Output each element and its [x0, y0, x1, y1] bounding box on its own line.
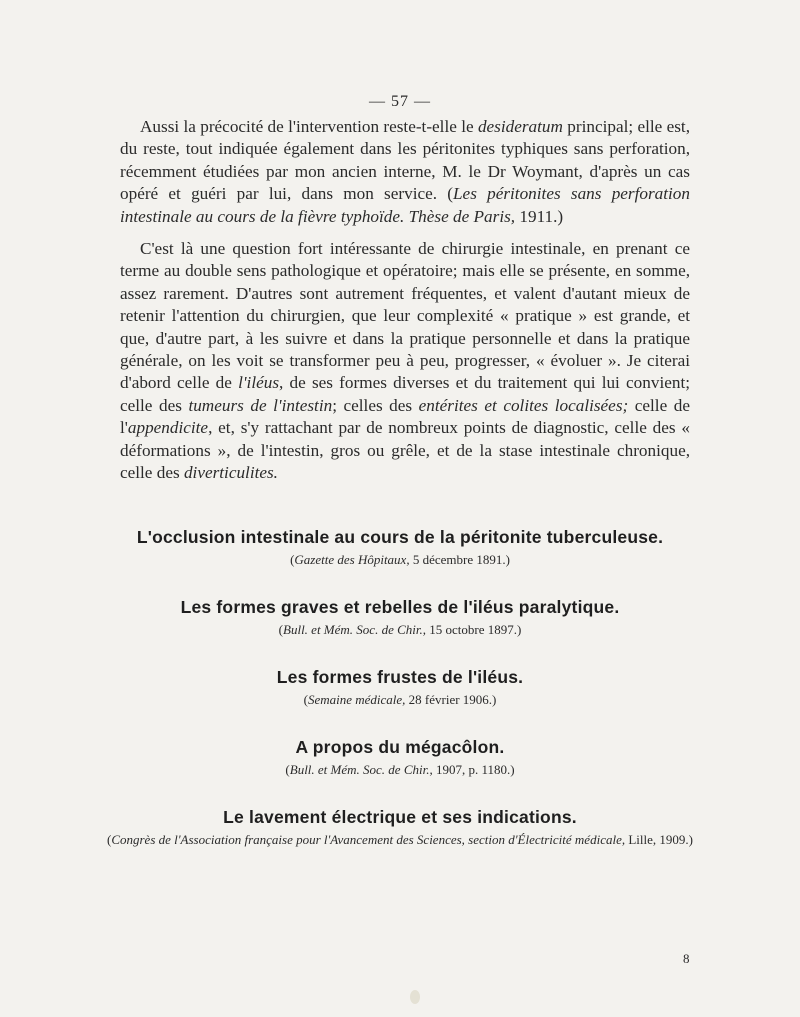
bibliography-entry [0, 667, 800, 708]
signature-mark: 8 [683, 951, 690, 966]
text-run: , de ses formes diverses et du traitement qui lui convient; celle des [120, 373, 691, 415]
text-run: Aussi la précocité de l'intervention reste-t-elle le [140, 117, 478, 136]
entry-source [0, 691, 800, 708]
bibliography-list [0, 527, 800, 848]
italic-run: Les péritonites sans perforation intestinale au cours de la fièvre typhoïde. Thèse de Paris, [120, 184, 690, 226]
text-run: Lille, 1909.) [625, 832, 693, 847]
paragraph-text [120, 238, 690, 484]
text-run: 28 février 1906.) [405, 692, 497, 707]
text-run: 15 octobre 1897.) [426, 622, 522, 637]
text-run: ( [278, 622, 284, 637]
italic-run: l'iléus [238, 373, 280, 393]
text-run: ( [285, 762, 290, 777]
text-run: 5 décembre 1891.) [409, 552, 510, 567]
text-run: celle de l' [120, 395, 690, 438]
entry-source [0, 621, 800, 638]
bibliography-entry [0, 807, 800, 848]
text-run: 1911.) [515, 206, 564, 226]
italic-run: entérites et colites localisées; [418, 395, 629, 415]
text-run: 1907, p. 1180.) [432, 762, 515, 777]
text-run: ; celles des [332, 395, 419, 415]
bibliography-entry [0, 737, 800, 778]
entry-source [80, 831, 720, 848]
entry-title: A propos du mégacôlon. [295, 737, 505, 757]
italic-run: appendicite [127, 418, 209, 438]
entry-title: L'occlusion intestinale au cours de la péritonite tuberculeuse. [136, 527, 664, 547]
italic-run: Bull. et Mém. Soc. de Chir., [289, 762, 433, 777]
text-run: principal; elle est, du reste, tout indiquée également dans les péritonites typhiques sans perforation, récemment étudiées par mon ancien interne, M. le Dr Woymant, d'après un cas opéré et guéri par lui, dans mon service. ( [120, 117, 690, 204]
text-run: C'est là une question fort intéressante de chirurgie intestinale, en prenant ce terme au double sens pathologique et opératoire; mais elle se présente, en somme, assez rarement. D'autres sont autrement fréquentes, et valent d'autant mieux de retenir l'attention du chirurgien, que leur complexité « pratique » est grande, et que, d'autre part, à les suivre et dans la pratique personnelle et dans la pratique générale, on les voit se transformer peu à peu, progresser, « évoluer ». Je citerai d'abord celle de [120, 239, 690, 393]
page-number: — 57 — [369, 93, 431, 110]
paragraph-text [120, 116, 690, 228]
paragraph-2 [120, 238, 690, 484]
italic-run: diverticulites. [183, 463, 278, 483]
italic-run: Gazette des Hôpitaux, [294, 552, 410, 567]
text-run: ( [290, 552, 295, 567]
italic-run: Semaine médicale, [307, 692, 406, 707]
entry-title: Les formes graves et rebelles de l'iléus paralytique. [180, 597, 620, 617]
text-run: , et, s'y rattachant par de nombreux points de diagnostic, celle des « déformations », de l'intestin, gros ou grêle, et de la stase intestinale chronique, celle des [120, 418, 690, 483]
paragraph-1 [120, 116, 690, 228]
bibliography-entry [0, 597, 800, 638]
entry-title: Les formes frustes de l'iléus. [276, 667, 524, 687]
entry-source [0, 551, 800, 568]
italic-run: tumeurs de l'intestin [188, 395, 333, 415]
italic-run: desideratum [477, 117, 563, 136]
bibliography-entry [0, 527, 800, 568]
paper-stain [410, 990, 420, 1004]
entry-title: Le lavement électrique et ses indications. [223, 807, 577, 827]
italic-run: Congrès de l'Association française pour l'Avancement des Sciences, section d'Électricité médicale, [111, 832, 626, 847]
text-run: ( [106, 832, 112, 847]
italic-run: Bull. et Mém. Soc. de Chir., [283, 622, 426, 637]
text-run: ( [303, 692, 308, 707]
entry-source [0, 761, 800, 778]
